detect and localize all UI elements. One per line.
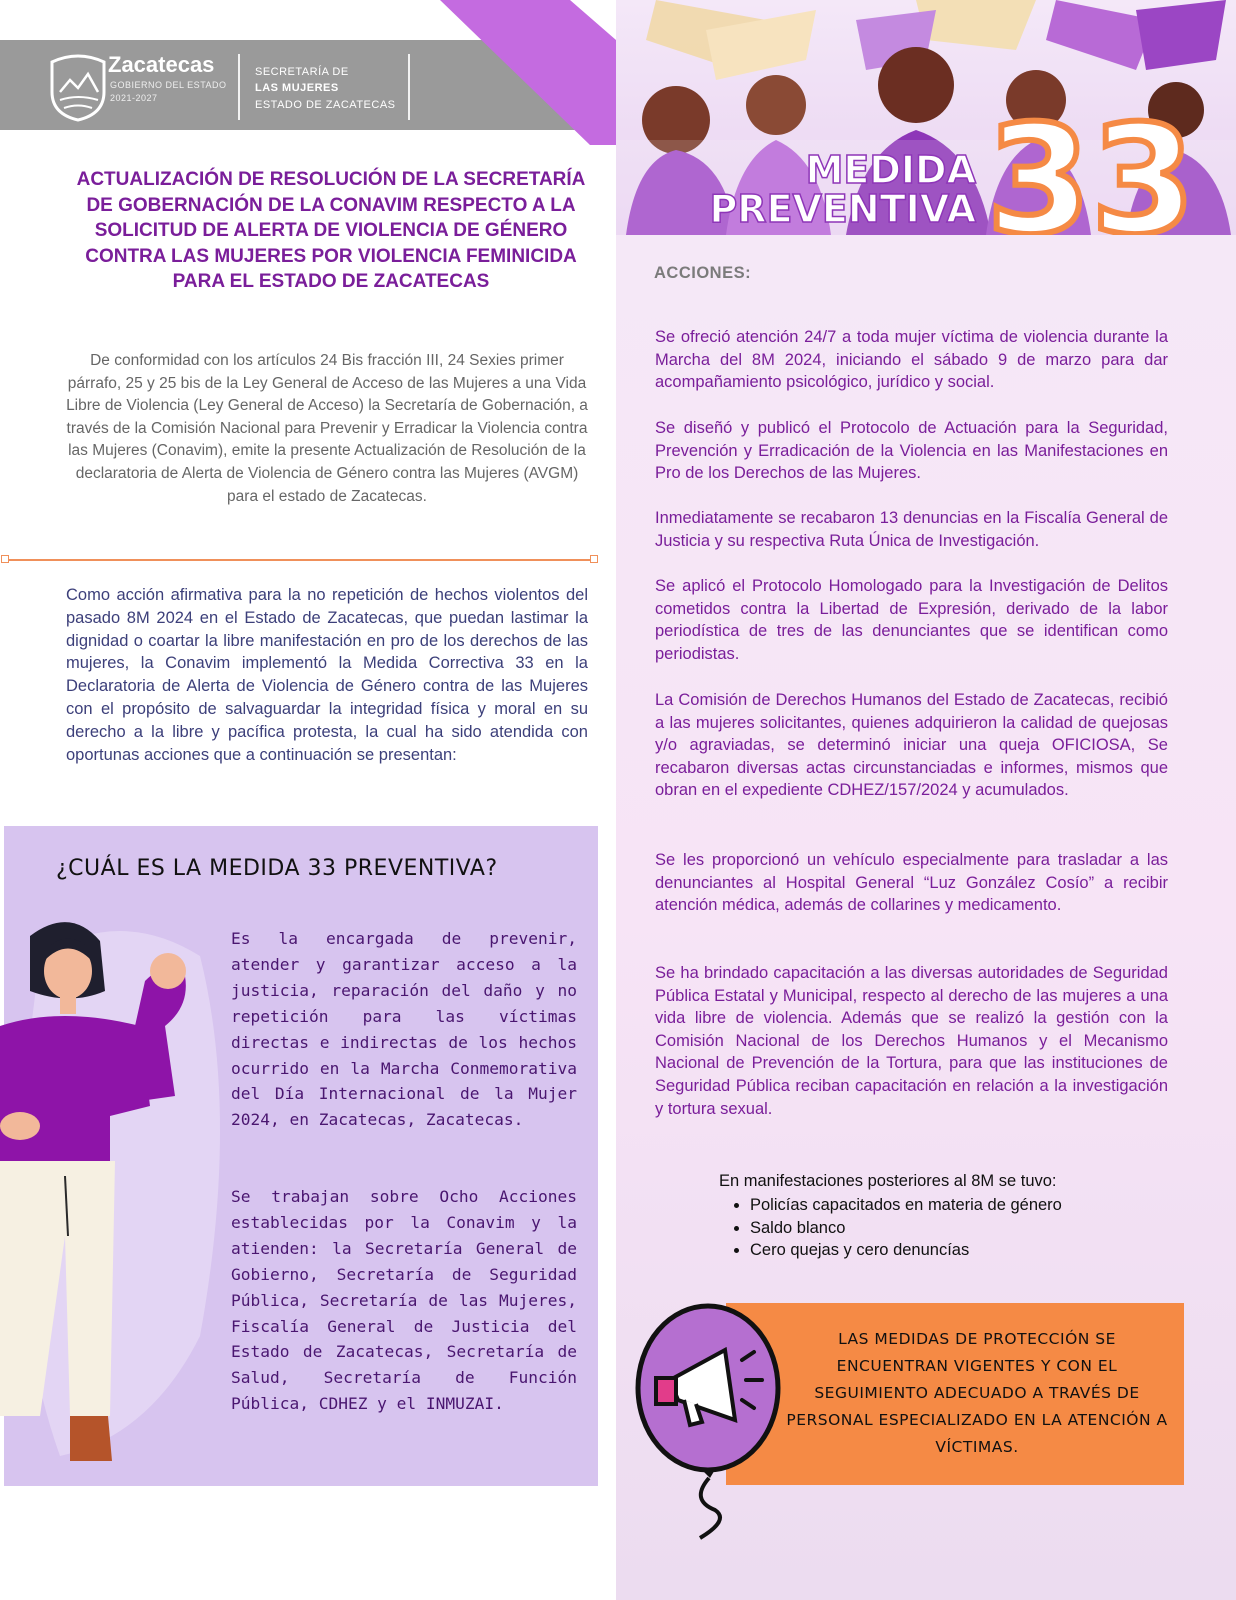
divider-end-dot	[1, 555, 9, 563]
header-divider	[238, 54, 240, 120]
accion-item: Se ha brindado capacitación a las diversas autoridades de Seguridad Pública Estatal y Municipal, respecto al derecho de las mujeres a una vida libre de violencia. Además que se realizó la gestión con la Comisión Nacional de los Derechos Humanos y el Mecanismo Nacional de Prevención de la Tortura, para que las instituciones de Seguridad Pública reciban capacitación en relación a la investigación y tortura sexual.	[655, 964, 1168, 1118]
secretaria-line-3: ESTADO DE ZACATECAS	[255, 99, 396, 111]
affirmative-action-paragraph: Como acción afirmativa para la no repetición de hechos violentos del pasado 8M 2024 en el Estado de Zacatecas, que puedan lastimar la dignidad o coartar la libre manifestación en pro de los derechos de las mujeres, la Conavim implementó la Medida Correctiva 33 en la Declaratoria de Alerta de Violencia de Género contra de las Mujeres con el propósito de salvaguardar la integridad física y moral en su derecho a la libre y pacífica protesta, la cual ha sido atendida con oportunas acciones que a continuación se presentan:	[66, 586, 588, 764]
secretaria-line-1: SECRETARÍA DE	[255, 66, 349, 78]
medida-institutions: Se trabajan sobre Ocho Acciones establecidas por la Conavim y la atienden: la Secretaría General de Gobierno, Secretaría de Seguridad Pública, Secretaría de las Mujeres, Fiscalía General de Justicia del Estado de Zacatecas, Secretaría de Salud, Secretaría de Función Pública, CDHEZ y el INMUZAI.	[231, 1187, 577, 1414]
medida-question-title: ¿CUÁL ES LA MEDIDA 33 PREVENTIVA?	[56, 856, 498, 881]
megaphone-balloon-icon	[630, 1300, 790, 1540]
gov-subtitle: GOBIERNO DEL ESTADO	[110, 80, 227, 90]
zacatecas-shield-logo	[46, 52, 110, 122]
strong-woman-illustration	[0, 916, 230, 1486]
accion-item: Se aplicó el Protocolo Homologado para la Investigación de Delitos cometidos contra la Libertad de Expresión, derivado de la labor periodística de tres de las denunciantes que se identifican como periodistas.	[655, 577, 1168, 663]
protection-banner-text: LAS MEDIDAS DE PROTECCIÓN SE ENCUENTRAN VIGENTES Y CON EL SEGUIMIENTO ADECUADO A TRAVÉS DE PERSONAL ESPECIALIZADO EN LA ATENCIÓN A VÍCTIMAS.	[786, 1330, 1168, 1456]
posteriores-list	[720, 1194, 1062, 1262]
gov-name: Zacatecas	[108, 52, 215, 77]
accion-item: Se ofreció atención 24/7 a toda mujer víctima de violencia durante la Marcha del 8M 2024, iniciando el sábado 9 de marzo para dar acompañamiento psicológico, jurídico y social.	[655, 328, 1168, 392]
divider-end-dot	[590, 555, 598, 563]
header-divider	[408, 54, 410, 120]
accion-item: La Comisión de Derechos Humanos del Estado de Zacatecas, recibió a las mujeres solicitantes, quienes adquirieron la calidad de quejosas y/o agraviadas, se determinó iniciar una queja OFICIOSA, Se recabaron diversas actas circunstanciadas e informes, mismos que obran en el expediente CDHEZ/157/2024 y acumulados.	[655, 691, 1168, 800]
purple-wedge-decoration	[440, 0, 616, 145]
accion-item: Se les proporcionó un vehículo especialmente para trasladar a las denunciantes al Hospital General “Luz González Cosío” a recibir atención médica, además de collarines y medicamento.	[655, 851, 1168, 915]
hero-word-preventiva: PREVENTIVA	[709, 187, 976, 231]
posteriores-label: En manifestaciones posteriores al 8M se tuvo:	[719, 1172, 1057, 1190]
accion-item: Se diseñó y publicó el Protocolo de Actuación para la Seguridad, Prevención y Erradicación de la Violencia en las Manifestaciones en Pro de los Derechos de las Mujeres.	[655, 419, 1168, 483]
list-item: • Cero quejas y cero denuncías	[750, 1239, 1062, 1262]
hero-word-medida: MEDIDA	[805, 148, 976, 192]
orange-divider	[4, 559, 597, 561]
medida-description: Es la encargada de prevenir, atender y garantizar acceso a la justicia, reparación del daño y no repetición para las víctimas directas e indirectas de los hechos ocurrido en la Marcha Conmemorativa del Día Internacional de la Mujer 2024, en Zacatecas, Zacatecas.	[231, 929, 577, 1130]
acciones-label: ACCIONES:	[654, 264, 752, 282]
accion-item: Inmediatamente se recabaron 13 denuncias en la Fiscalía General de Justicia y su respectiva Ruta Única de Investigación.	[655, 509, 1168, 550]
hero-number-33: 33	[986, 94, 1196, 235]
list-item: • Policías capacitados en materia de género	[750, 1194, 1062, 1217]
list-item: • Saldo blanco	[750, 1217, 1062, 1240]
intro-paragraph: De conformidad con los artículos 24 Bis fracción III, 24 Sexies primer párrafo, 25 y 25 bis de la Ley General de Acceso de las Mujeres a una Vida Libre de Violencia (Ley General de Acceso) la Secretaría de Gobernación, a través de la Comisión Nacional para Prevenir y Erradicar la Violencia contra las Mujeres (Conavim), emite la presente Actualización de Resolución de la declaratoria de Alerta de Violencia de Género contra las Mujeres (AVGM) para el estado de Zacatecas.	[66, 352, 588, 505]
gov-period: 2021-2027	[110, 93, 158, 103]
hero-banner	[616, 0, 1236, 235]
main-title: ACTUALIZACIÓN DE RESOLUCIÓN DE LA SECRETARÍA DE GOBERNACIÓN DE LA CONAVIM RESPECTO A LA SOLICITUD DE ALERTA DE VIOLENCIA DE GÉNERO CONTRA LAS MUJERES POR VIOLENCIA FEMINICIDA PARA EL ESTADO DE ZACATECAS	[76, 169, 586, 292]
secretaria-line-2: LAS MUJERES	[255, 82, 339, 94]
